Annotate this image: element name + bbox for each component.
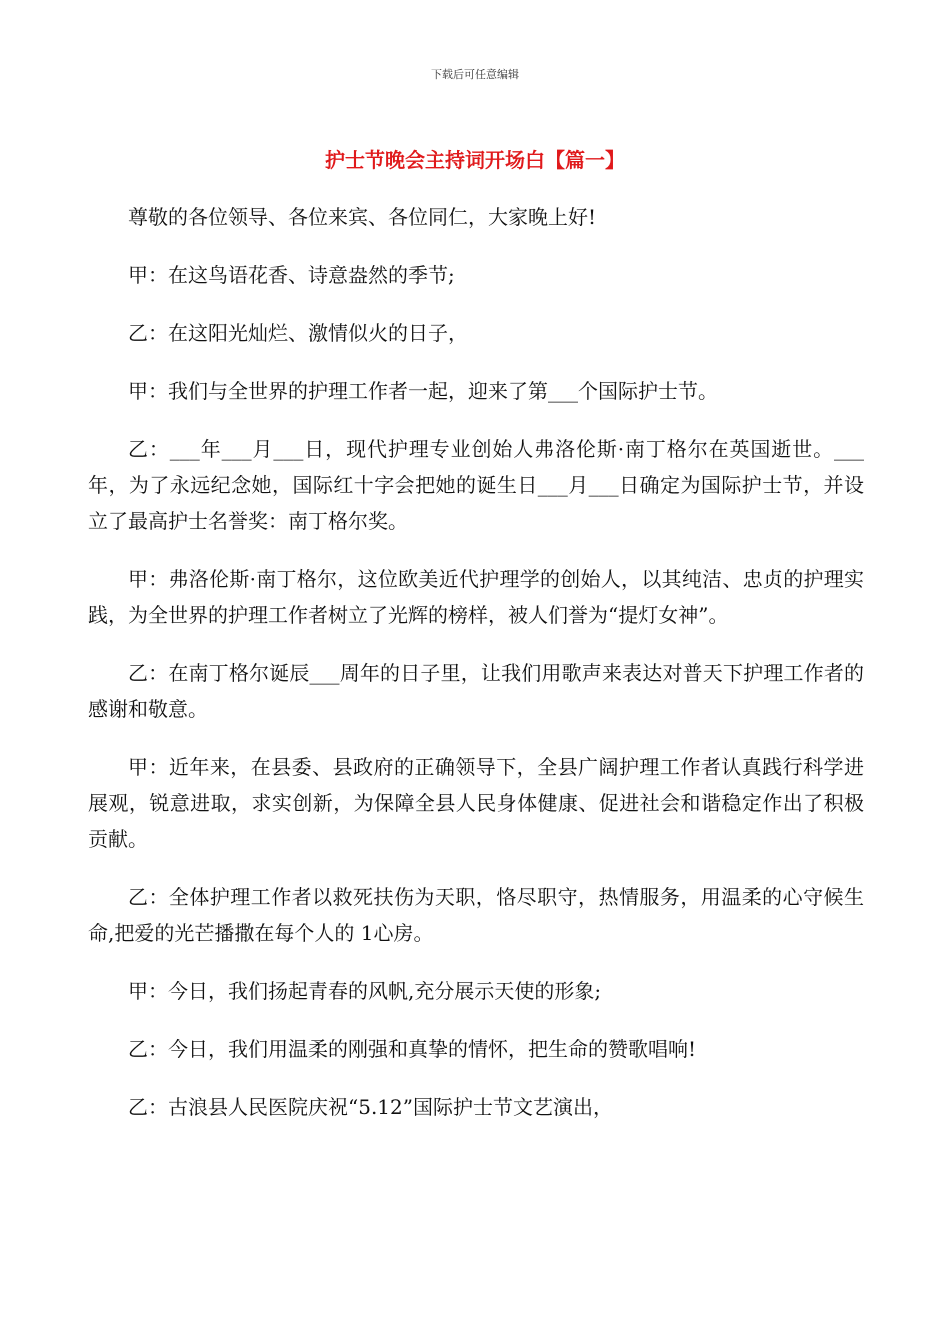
paragraph: 甲：在这鸟语花香、诗意盎然的季节;: [128, 263, 455, 287]
paragraph: 甲：弗洛伦斯·南丁格尔，这位欧美近代护理学的创始人，以其纯洁、忠贞的护理实践，为全世界的护理工作者树立了光辉的榜样，被人们誉为“提灯女神”。: [88, 567, 864, 627]
paragraph: 甲：今日，我们扬起青春的风帆,充分展示天使的形象;: [128, 979, 602, 1003]
paragraph: 乙：古浪县人民医院庆祝“5.12”国际护士节文艺演出，: [128, 1095, 613, 1119]
paragraph: 甲：近年来，在县委、县政府的正确领导下，全县广阔护理工作者认真践行科学进展观，锐意进取，求实创新，为保障全县人民身体健康、促进社会和谐稳定作出了积极贡献。: [88, 755, 864, 851]
paragraph: 乙：在这阳光灿烂、激情似火的日子，: [128, 321, 468, 345]
paragraph-greeting: 尊敬的各位领导、各位来宾、各位同仁，大家晚上好!: [128, 205, 597, 229]
paragraph: 乙：今日，我们用温柔的刚强和真挚的情怀，把生命的赞歌唱响!: [128, 1037, 697, 1061]
paragraph: 甲：我们与全世界的护理工作者一起，迎来了第___个国际护士节。: [128, 379, 718, 403]
paragraph: 乙：___年___月___日，现代护理专业创始人弗洛伦斯·南丁格尔在英国逝世。___年，为了永远纪念她，国际红十字会把她的诞生日___月___日确定为国际护士节，并设立了最高护士名誉奖：南丁格尔奖。: [88, 437, 864, 533]
paragraph: 乙：全体护理工作者以救死扶伤为天职，恪尽职守，热情服务，用温柔的心守候生命,把爱的光芒播撒在每个人的 1心房。: [88, 885, 864, 945]
paragraph: 乙：在南丁格尔诞辰___周年的日子里，让我们用歌声来表达对普天下护理工作者的感谢和敬意。: [88, 661, 864, 721]
document-body: [88, 199, 864, 1147]
document-title: 护士节晚会主持词开场白【篇一】: [325, 148, 625, 172]
header-note: 下载后可任意编辑: [431, 68, 519, 81]
